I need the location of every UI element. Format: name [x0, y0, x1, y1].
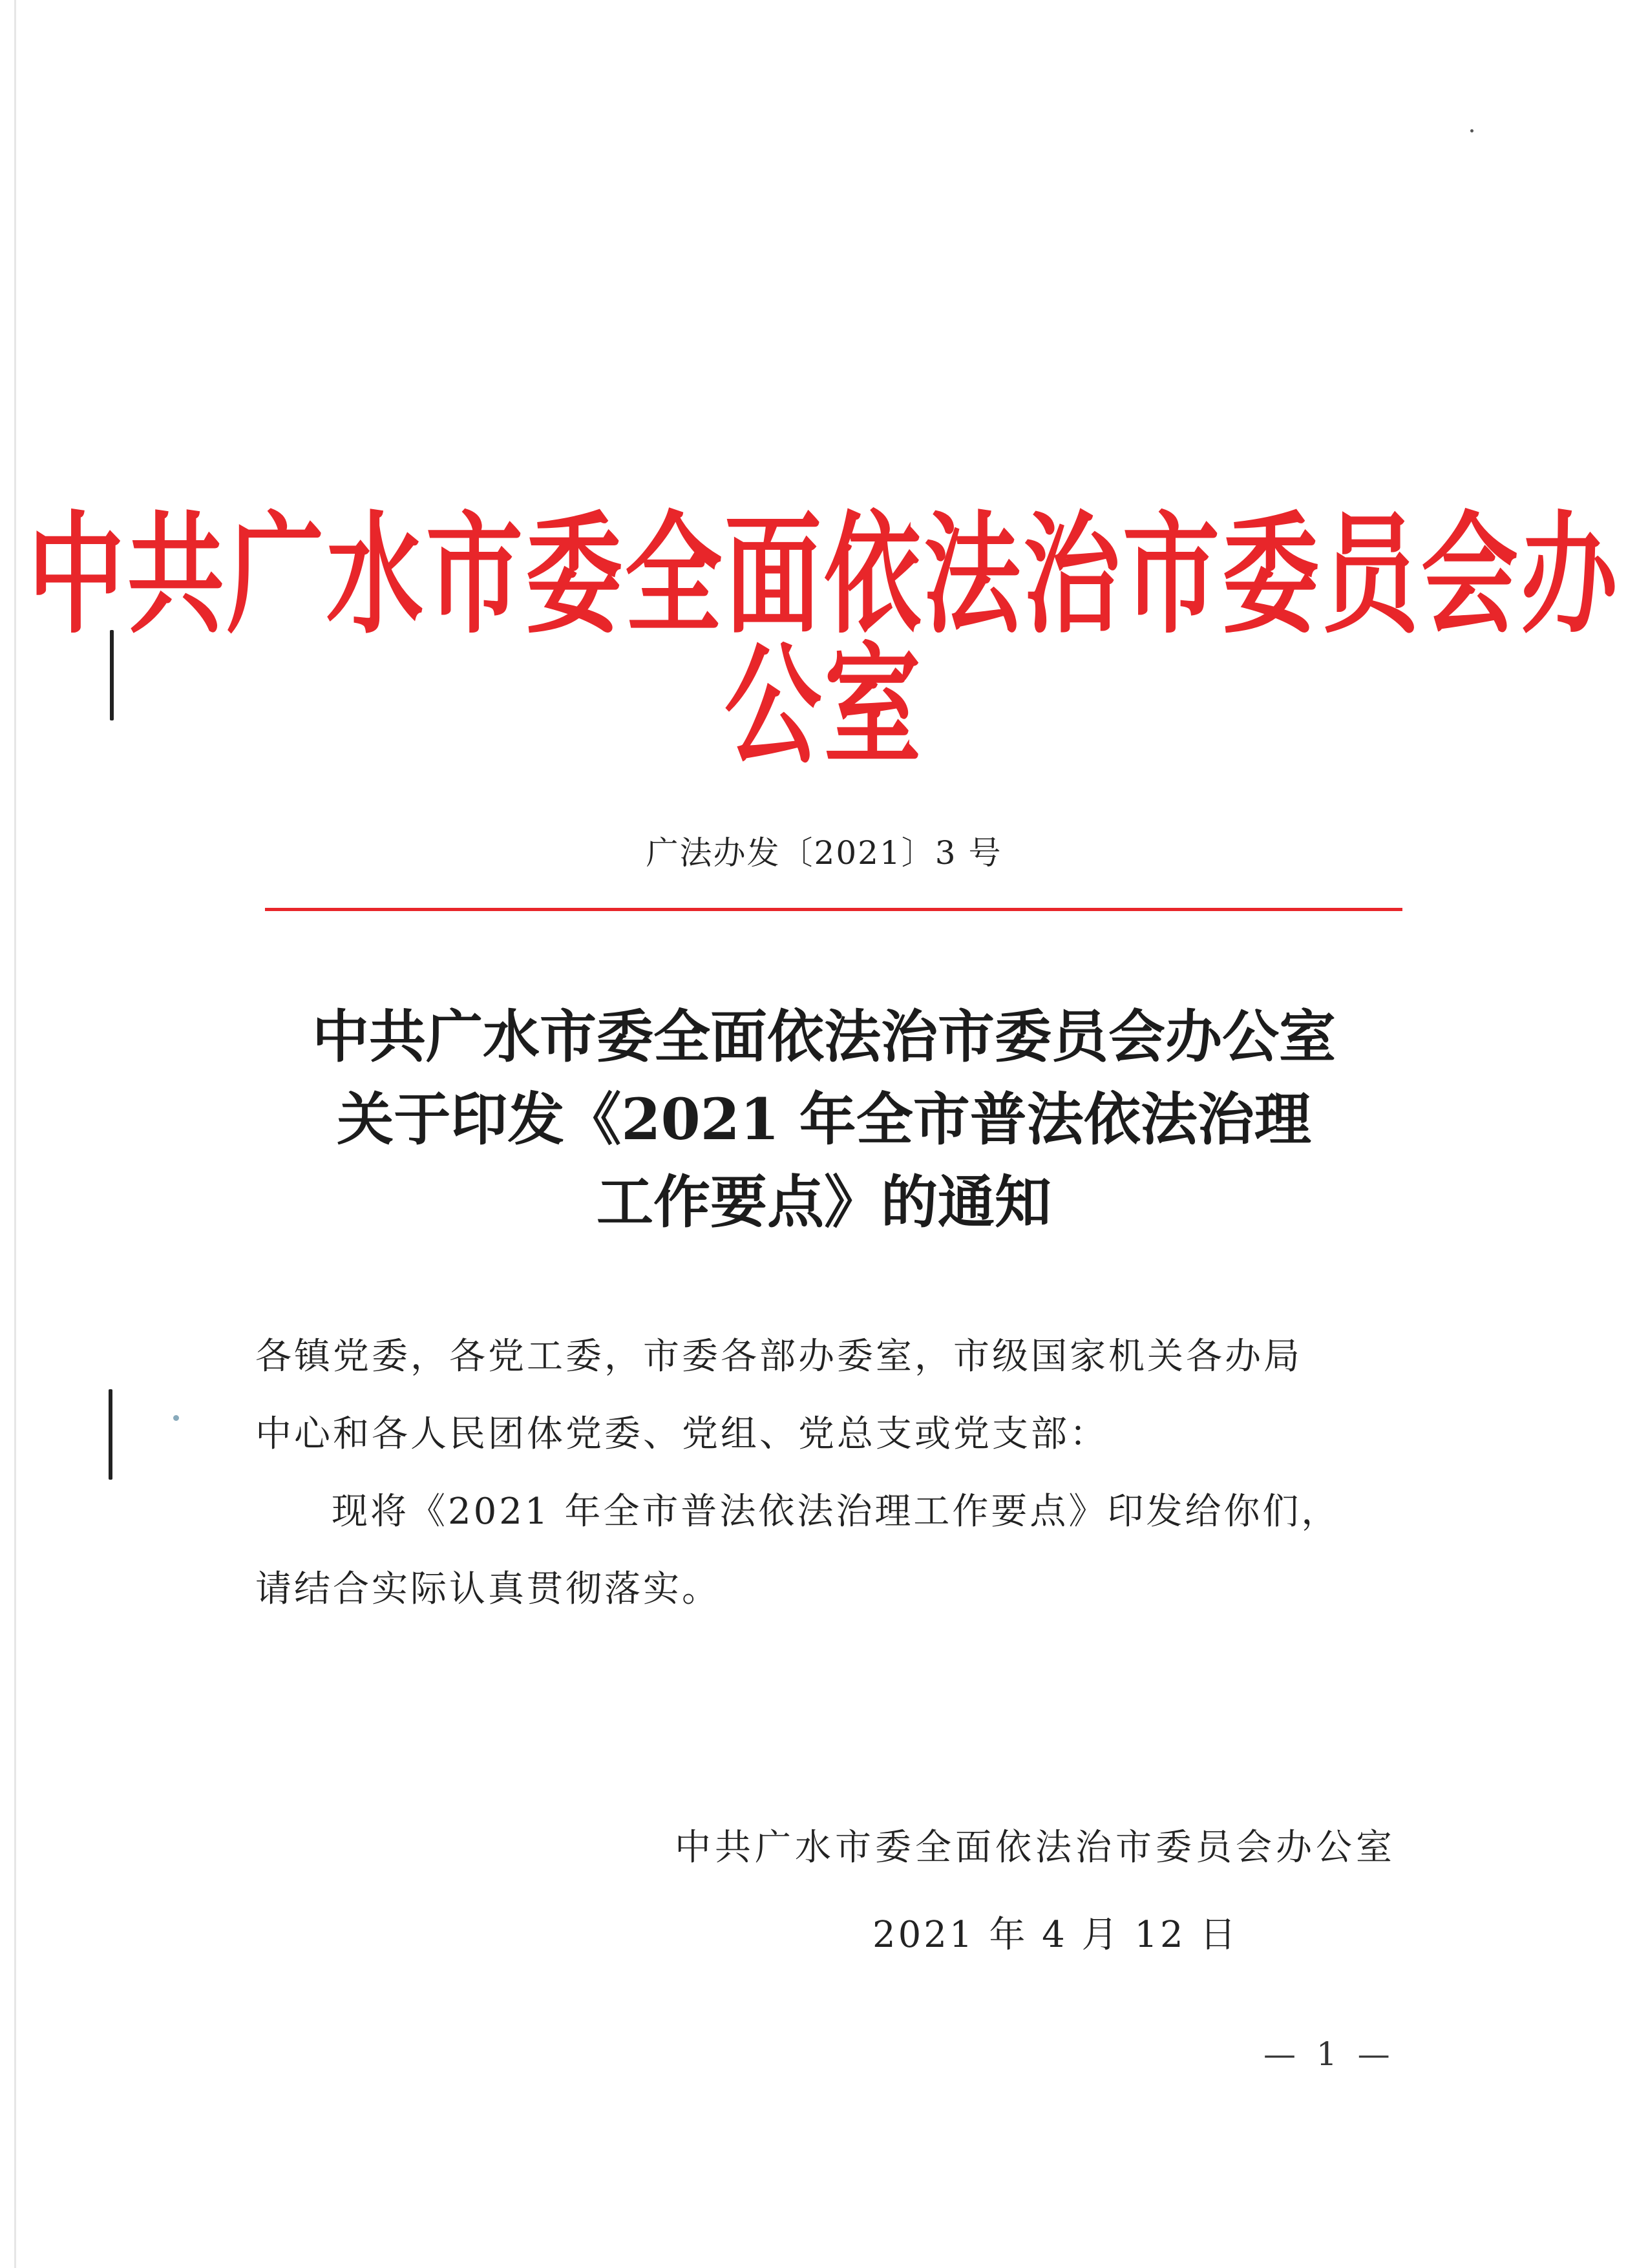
scan-speck	[1470, 129, 1474, 132]
notice-title-line: 关于印发《2021 年全市普法依法治理	[337, 1086, 1311, 1153]
addressee-line: 中心和各人民团体党委、党组、党总支或党支部：	[255, 1413, 1108, 1455]
addressee-paragraph	[255, 1318, 1406, 1473]
document-number: 广法办发〔2021〕3 号	[646, 834, 1002, 872]
content-paragraph	[255, 1473, 1406, 1628]
binding-mark-bottom	[109, 1389, 112, 1480]
red-separator-line	[265, 908, 1402, 911]
page-number: — 1 —	[1263, 2035, 1395, 2073]
notice-title	[0, 995, 1648, 1243]
scan-speck	[173, 1415, 179, 1421]
addressee-line: 各镇党委，各党工委，市委各部办委室，市级国家机关各办局	[255, 1336, 1302, 1378]
signature-issuer: 中共广水市委全面依法治市委员会办公室	[675, 1827, 1396, 1869]
content-line: 现将《2021 年全市普法依法治理工作要点》印发给你们，	[332, 1491, 1340, 1533]
notice-title-line: 工作要点》的通知	[596, 1168, 1051, 1235]
content-line: 请结合实际认真贯彻落实。	[255, 1568, 721, 1610]
issuer-header-title: 中共广水市委全面依法治市委员会办公室	[27, 499, 1620, 783]
notice-title-line: 中共广水市委全面依法治市委员会办公室	[312, 1003, 1336, 1070]
issue-date: 2021 年 4 月 12 日	[872, 1914, 1239, 1956]
